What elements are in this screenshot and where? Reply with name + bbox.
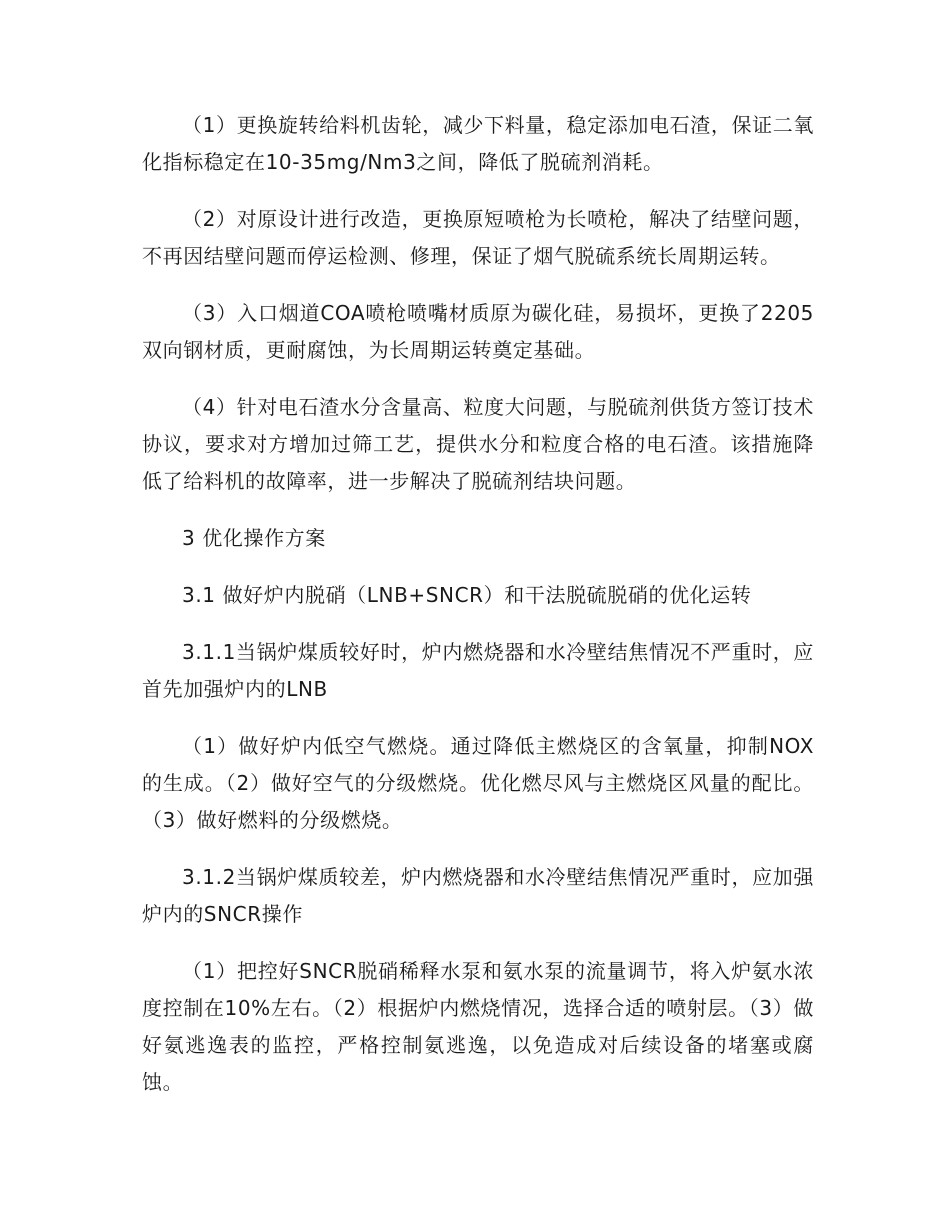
subsection-heading-3-1-2: 3.1.2当锅炉煤质较差，炉内燃烧器和水冷壁结焦情况严重时，应加强炉内的SNCR操作 — [142, 865, 814, 926]
paragraph-sncr-steps: （1）把控好SNCR脱硝稀释水泵和氨水泵的流量调节，将入炉氨水浓度控制在10%左右。（2）根据炉内燃烧情况，选择合适的喷射层。（3）做好氨逃逸表的监控，严格控制氨逃逸，以免造成对后续设备的堵塞或腐蚀。 — [142, 959, 814, 1094]
subsection-heading-3-1: 3.1 做好炉内脱硝（LNB+SNCR）和干法脱硫脱硝的优化运转 — [182, 583, 752, 607]
document-body — [142, 107, 814, 1121]
paragraph-measure-3: （3）入口烟道COA喷枪喷嘴材质原为碳化硅，易损坏，更换了2205双向钢材质，更耐腐蚀，为长周期运转奠定基础。 — [142, 301, 814, 362]
section-heading-3: 3 优化操作方案 — [182, 526, 326, 550]
paragraph-measure-1: （1）更换旋转给料机齿轮，减少下料量，稳定添加电石渣，保证二氧化指标稳定在10-35mg/Nm3之间，降低了脱硫剂消耗。 — [142, 113, 814, 174]
subsection-heading-3-1-1: 3.1.1当锅炉煤质较好时，炉内燃烧器和水冷壁结焦情况不严重时，应首先加强炉内的LNB — [142, 640, 814, 701]
paragraph-measure-2: （2）对原设计进行改造，更换原短喷枪为长喷枪，解决了结壁问题，不再因结壁问题而停运检测、修理，保证了烟气脱硫系统长周期运转。 — [142, 207, 814, 268]
paragraph-measure-4: （4）针对电石渣水分含量高、粒度大问题，与脱硫剂供货方签订技术协议，要求对方增加过筛工艺，提供水分和粒度合格的电石渣。该措施降低了给料机的故障率，进一步解决了脱硫剂结块问题。 — [142, 395, 814, 493]
paragraph-lnb-steps: （1）做好炉内低空气燃烧。通过降低主燃烧区的含氧量，抑制NOX的生成。（2）做好空气的分级燃烧。优化燃尽风与主燃烧区风量的配比。（3）做好燃料的分级燃烧。 — [142, 734, 814, 832]
